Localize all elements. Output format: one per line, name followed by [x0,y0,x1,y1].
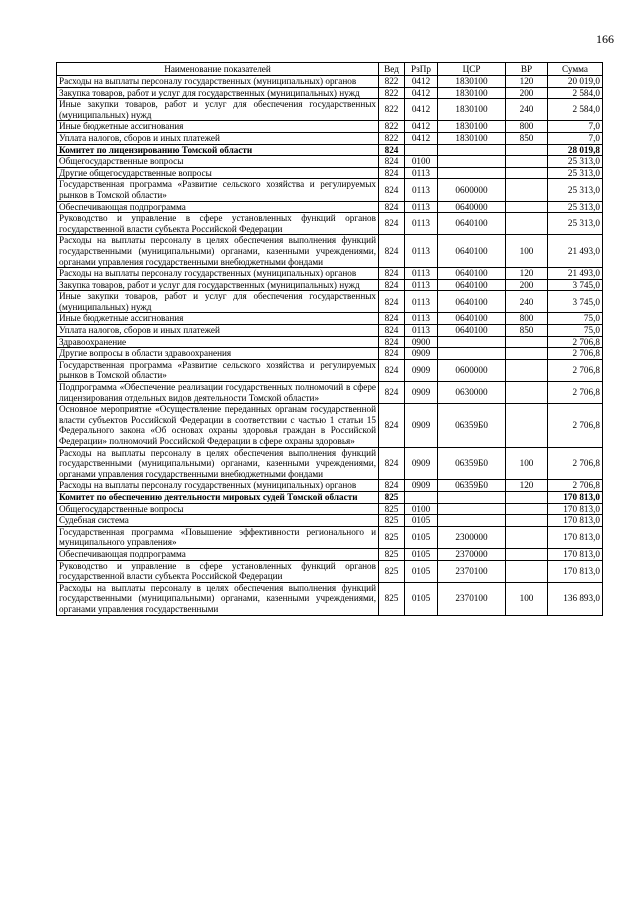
cell-sum: 21 493,0 [548,268,603,280]
table-row [57,99,603,121]
cell-rzpr: 0909 [405,447,438,480]
cell-rzpr: 0113 [405,179,438,201]
cell-name: Руководство и управление в сфере установленных функций органов государственной власти субъекта Российской Федерации [57,213,379,235]
budget-table [56,62,603,616]
table-row [57,156,603,168]
cell-sum: 170 813,0 [548,548,603,560]
cell-rzpr: 0900 [405,336,438,348]
cell-csr: 1830100 [438,121,506,133]
cell-rzpr: 0105 [405,526,438,548]
cell-rzpr: 0105 [405,548,438,560]
cell-ved: 824 [379,359,405,381]
cell-sum: 2 706,8 [548,447,603,480]
cell-sum: 136 893,0 [548,582,603,615]
cell-name: Иные закупки товаров, работ и услуг для обеспечения государственных (муниципальных) нужд [57,99,379,121]
cell-vr [506,144,548,156]
cell-vr: 800 [506,313,548,325]
cell-vr [506,382,548,404]
table-row [57,503,603,515]
cell-csr [438,348,506,360]
cell-sum: 2 706,8 [548,382,603,404]
cell-rzpr: 0909 [405,382,438,404]
cell-name: Расходы на выплаты персоналу в целях обеспечения выполнения функций государственными (муниципальными) органами, казенными учреждениями, органами управления государственными [57,582,379,615]
cell-vr: 100 [506,447,548,480]
cell-csr: 0640000 [438,201,506,213]
cell-csr: 1830100 [438,87,506,99]
cell-ved: 822 [379,132,405,144]
cell-rzpr: 0909 [405,480,438,492]
table-row [57,167,603,179]
cell-rzpr: 0412 [405,121,438,133]
cell-sum: 25 313,0 [548,179,603,201]
cell-name: Иные закупки товаров, работ и услуг для обеспечения государственных (муниципальных) нужд [57,291,379,313]
cell-sum: 25 313,0 [548,167,603,179]
cell-ved: 822 [379,99,405,121]
cell-csr: 1830100 [438,99,506,121]
cell-ved: 825 [379,515,405,527]
cell-sum: 2 706,8 [548,336,603,348]
cell-csr [438,515,506,527]
header-rzpr: РзПр [405,63,438,76]
cell-name: Другие общегосударственные вопросы [57,167,379,179]
cell-rzpr: 0105 [405,582,438,615]
cell-vr [506,526,548,548]
table-row [57,213,603,235]
cell-ved: 824 [379,213,405,235]
table-row [57,548,603,560]
cell-csr: 0640100 [438,268,506,280]
cell-name: Закупка товаров, работ и услуг для государственных (муниципальных) нужд [57,279,379,291]
cell-rzpr: 0909 [405,404,438,447]
table-row [57,560,603,582]
cell-ved: 825 [379,503,405,515]
cell-sum: 7,0 [548,132,603,144]
cell-sum: 2 706,8 [548,359,603,381]
cell-ved: 824 [379,235,405,268]
cell-ved: 824 [379,179,405,201]
cell-csr: 06359Б0 [438,404,506,447]
cell-vr [506,503,548,515]
table-row [57,491,603,503]
cell-name: Другие вопросы в области здравоохранения [57,348,379,360]
cell-csr: 1830100 [438,132,506,144]
cell-csr: 06359Б0 [438,447,506,480]
cell-csr: 0600000 [438,179,506,201]
cell-vr: 240 [506,291,548,313]
table-row [57,268,603,280]
cell-sum: 2 584,0 [548,99,603,121]
cell-name: Руководство и управление в сфере установленных функций органов государственной власти субъекта Российской Федерации [57,560,379,582]
cell-csr [438,156,506,168]
cell-rzpr: 0412 [405,87,438,99]
cell-sum: 2 706,8 [548,348,603,360]
cell-rzpr [405,144,438,156]
table-row [57,132,603,144]
cell-csr [438,167,506,179]
cell-sum: 3 745,0 [548,291,603,313]
cell-ved: 822 [379,76,405,88]
table-row [57,404,603,447]
cell-name: Расходы на выплаты персоналу в целях обеспечения выполнения функций государственными (муниципальными) органами, казенными учреждениями, органами управления государственными внебюджетными фондами [57,447,379,480]
cell-vr [506,213,548,235]
cell-ved: 825 [379,548,405,560]
cell-sum: 170 813,0 [548,560,603,582]
cell-vr: 200 [506,87,548,99]
cell-sum: 3 745,0 [548,279,603,291]
cell-csr [438,144,506,156]
table-row [57,201,603,213]
cell-vr [506,359,548,381]
cell-rzpr: 0113 [405,268,438,280]
cell-vr [506,560,548,582]
table-row [57,235,603,268]
cell-ved: 824 [379,268,405,280]
cell-name: Уплата налогов, сборов и иных платежей [57,325,379,337]
cell-name: Расходы на выплаты персоналу государственных (муниципальных) органов [57,268,379,280]
cell-rzpr: 0412 [405,76,438,88]
cell-vr: 120 [506,268,548,280]
table-row [57,144,603,156]
cell-name: Расходы на выплаты персоналу в целях обеспечения выполнения функций государственными (муниципальными) органами, казенными учреждениями, органами управления государственными внебюджетными фондами [57,235,379,268]
cell-rzpr: 0113 [405,235,438,268]
cell-sum: 75,0 [548,325,603,337]
cell-ved: 824 [379,291,405,313]
cell-vr: 850 [506,132,548,144]
cell-rzpr: 0113 [405,201,438,213]
cell-vr [506,491,548,503]
cell-name: Закупка товаров, работ и услуг для государственных (муниципальных) нужд [57,87,379,99]
cell-ved: 825 [379,582,405,615]
cell-vr: 850 [506,325,548,337]
cell-vr: 800 [506,121,548,133]
cell-sum: 28 019,8 [548,144,603,156]
cell-sum: 170 813,0 [548,491,603,503]
cell-vr: 120 [506,76,548,88]
cell-ved: 824 [379,325,405,337]
cell-ved: 825 [379,560,405,582]
cell-rzpr [405,491,438,503]
cell-sum: 25 313,0 [548,201,603,213]
cell-rzpr: 0412 [405,99,438,121]
table-row [57,336,603,348]
cell-ved: 824 [379,156,405,168]
cell-sum: 170 813,0 [548,526,603,548]
cell-name: Расходы на выплаты персоналу государственных (муниципальных) органов [57,76,379,88]
header-name: Наименование показателей [57,63,379,76]
cell-vr: 120 [506,480,548,492]
cell-vr [506,348,548,360]
table-row [57,87,603,99]
cell-rzpr: 0909 [405,359,438,381]
cell-sum: 170 813,0 [548,503,603,515]
cell-ved: 822 [379,87,405,99]
cell-csr [438,491,506,503]
cell-name: Подпрограмма «Обеспечение реализации государственных полномочий в сфере лицензирования отдельных видов деятельности Томской области» [57,382,379,404]
cell-ved: 822 [379,121,405,133]
cell-vr [506,156,548,168]
header-vr: ВР [506,63,548,76]
cell-name: Здравоохранение [57,336,379,348]
cell-csr: 06359Б0 [438,480,506,492]
cell-vr [506,167,548,179]
table-header-row [57,63,603,76]
cell-ved: 824 [379,279,405,291]
cell-vr [506,404,548,447]
cell-rzpr: 0113 [405,167,438,179]
cell-ved: 824 [379,201,405,213]
cell-csr: 2370100 [438,560,506,582]
cell-sum: 2 706,8 [548,480,603,492]
cell-name: Комитет по лицензированию Томской области [57,144,379,156]
cell-ved: 824 [379,404,405,447]
cell-sum: 25 313,0 [548,156,603,168]
cell-csr: 0640100 [438,313,506,325]
cell-sum: 75,0 [548,313,603,325]
table-row [57,447,603,480]
cell-name: Государственная программа «Развитие сельского хозяйства и регулируемых рынков в Томской области» [57,359,379,381]
cell-sum: 25 313,0 [548,213,603,235]
cell-vr: 100 [506,582,548,615]
cell-rzpr: 0100 [405,503,438,515]
table-row [57,348,603,360]
cell-name: Иные бюджетные ассигнования [57,121,379,133]
cell-ved: 825 [379,526,405,548]
cell-rzpr: 0100 [405,156,438,168]
cell-rzpr: 0113 [405,291,438,313]
cell-rzpr: 0105 [405,560,438,582]
cell-vr [506,179,548,201]
table-row [57,313,603,325]
table-row [57,179,603,201]
cell-name: Уплата налогов, сборов и иных платежей [57,132,379,144]
cell-ved: 824 [379,480,405,492]
cell-csr [438,503,506,515]
table-row [57,480,603,492]
cell-name: Комитет по обеспечению деятельности мировых судей Томской области [57,491,379,503]
cell-ved: 824 [379,382,405,404]
cell-csr: 2300000 [438,526,506,548]
cell-name: Государственная программа «Повышение эффективности регионального и муниципального управления» [57,526,379,548]
cell-vr [506,548,548,560]
cell-ved: 825 [379,491,405,503]
cell-ved: 824 [379,336,405,348]
cell-csr: 0640100 [438,291,506,313]
cell-rzpr: 0909 [405,348,438,360]
cell-vr [506,515,548,527]
table-row [57,359,603,381]
cell-name: Расходы на выплаты персоналу государственных (муниципальных) органов [57,480,379,492]
cell-csr: 0630000 [438,382,506,404]
cell-csr: 0640100 [438,279,506,291]
cell-name: Общегосударственные вопросы [57,503,379,515]
cell-ved: 824 [379,313,405,325]
cell-rzpr: 0113 [405,325,438,337]
cell-vr: 200 [506,279,548,291]
table-row [57,526,603,548]
cell-csr: 2370000 [438,548,506,560]
cell-name: Общегосударственные вопросы [57,156,379,168]
cell-csr: 0640100 [438,213,506,235]
cell-name: Обеспечивающая подпрограмма [57,201,379,213]
cell-sum: 170 813,0 [548,515,603,527]
cell-rzpr: 0113 [405,213,438,235]
header-csr: ЦСР [438,63,506,76]
table-row [57,291,603,313]
table-row [57,121,603,133]
cell-csr [438,336,506,348]
cell-vr: 240 [506,99,548,121]
cell-name: Обеспечивающая подпрограмма [57,548,379,560]
cell-csr: 1830100 [438,76,506,88]
cell-sum: 2 584,0 [548,87,603,99]
table-row [57,515,603,527]
cell-rzpr: 0105 [405,515,438,527]
cell-sum: 21 493,0 [548,235,603,268]
table-row [57,325,603,337]
cell-csr: 0640100 [438,325,506,337]
cell-sum: 20 019,0 [548,76,603,88]
cell-name: Иные бюджетные ассигнования [57,313,379,325]
cell-name: Судебная система [57,515,379,527]
table-row [57,582,603,615]
table-row [57,76,603,88]
cell-ved: 824 [379,348,405,360]
cell-ved: 824 [379,447,405,480]
cell-sum: 7,0 [548,121,603,133]
cell-ved: 824 [379,144,405,156]
cell-ved: 824 [379,167,405,179]
cell-sum: 2 706,8 [548,404,603,447]
cell-vr: 100 [506,235,548,268]
table-row [57,382,603,404]
header-sum: Сумма [548,63,603,76]
cell-rzpr: 0113 [405,313,438,325]
table-row [57,279,603,291]
cell-name: Основное мероприятие «Осуществление переданных органам государственной власти субъектов Российской Федерации в соответствии с частью 1 статьи 15 Федерального закона «Об основах охраны здоровья граждан в Российской Федерации» полномочий Российской Федерации в сфере охраны здоровья» [57,404,379,447]
cell-vr [506,336,548,348]
cell-rzpr: 0113 [405,279,438,291]
cell-csr: 0640100 [438,235,506,268]
cell-vr [506,201,548,213]
page-number: 166 [596,32,614,46]
cell-rzpr: 0412 [405,132,438,144]
cell-csr: 0600000 [438,359,506,381]
header-ved: Вед [379,63,405,76]
cell-name: Государственная программа «Развитие сельского хозяйства и регулируемых рынков в Томской области» [57,179,379,201]
cell-csr: 2370100 [438,582,506,615]
